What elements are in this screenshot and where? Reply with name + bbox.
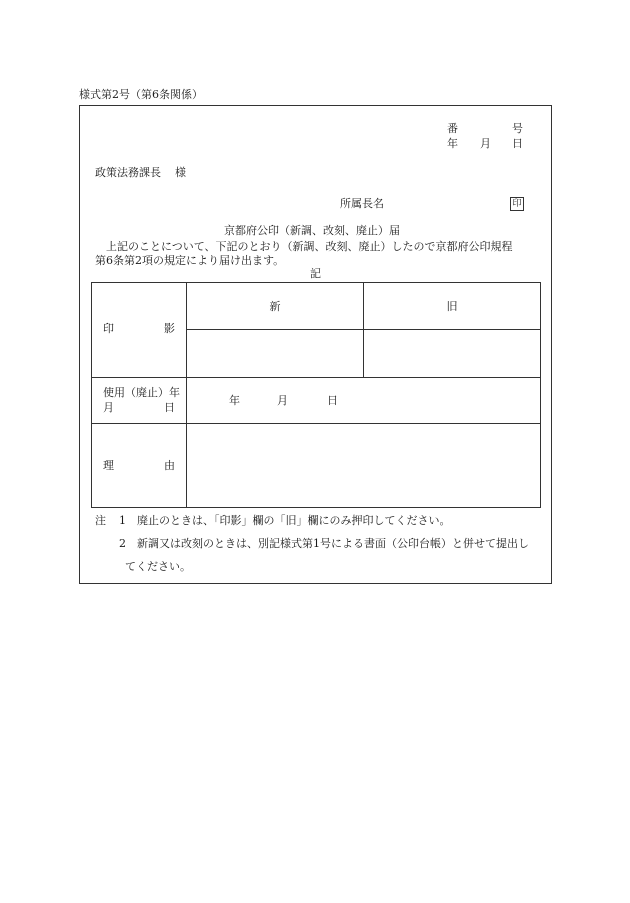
number-char: 番	[447, 122, 458, 135]
date-month: 月	[480, 137, 491, 150]
date-label-bottom-b: 日	[164, 401, 175, 414]
reason-label-b: 由	[164, 459, 175, 472]
form-id: 様式第2号（第6条関係）	[79, 88, 203, 101]
reason-label-cell	[92, 424, 187, 508]
date-value-cell[interactable]	[187, 378, 541, 424]
form-table	[91, 282, 541, 508]
seal-label-b: 影	[164, 322, 175, 335]
date-value-year: 年	[229, 394, 240, 407]
date-label-top: 使用（廃止）年	[103, 386, 180, 399]
date-label-cell	[92, 378, 187, 424]
addressee-name: 政策法務課長	[95, 166, 161, 179]
note-prefix: 注	[95, 514, 106, 527]
date-label-bottom-a: 月	[103, 401, 114, 414]
note-1-number: 1	[119, 514, 126, 527]
seal-old-cell[interactable]	[364, 330, 541, 378]
note-1-text: 廃止のときは、「印影」欄の「旧」欄にのみ押印してください。	[137, 514, 451, 527]
date-value-month: 月	[277, 394, 288, 407]
addressee	[95, 166, 186, 179]
date-day: 日	[512, 137, 523, 150]
seal-box	[510, 196, 524, 211]
body-text-line2: 第6条第2項の規定により届け出ます。	[95, 254, 285, 267]
reason-value-cell[interactable]	[187, 424, 541, 508]
note-2-number: 2	[119, 537, 126, 550]
number-suffix: 号	[512, 122, 523, 135]
reason-label-a: 理	[103, 459, 114, 472]
ki-label: 記	[310, 267, 321, 280]
seal-mark: 印	[510, 197, 524, 211]
seal-label-a: 印	[103, 322, 114, 335]
col-old-label: 旧	[446, 299, 458, 313]
seal-impression-label-cell	[92, 283, 187, 378]
col-new-header	[187, 283, 364, 330]
seal-new-cell[interactable]	[187, 330, 364, 378]
note-2-text-line1: 新調又は改刻のときは、別記様式第1号による書面（公印台帳）と併せて提出し	[137, 537, 529, 550]
date-value-day: 日	[327, 394, 338, 407]
addressee-honorific: 様	[175, 166, 186, 179]
date-year: 年	[447, 137, 458, 150]
body-text-line1: 上記のことについて、下記のとおり（新調、改刻、廃止）したので京都府公印規程	[106, 240, 513, 253]
col-new-label: 新	[269, 299, 281, 313]
col-old-header	[364, 283, 541, 330]
note-2-text-line2: てください。	[125, 560, 191, 573]
sender-label: 所属長名	[340, 197, 384, 210]
form-title: 京都府公印（新調、改刻、廃止）届	[224, 224, 400, 237]
